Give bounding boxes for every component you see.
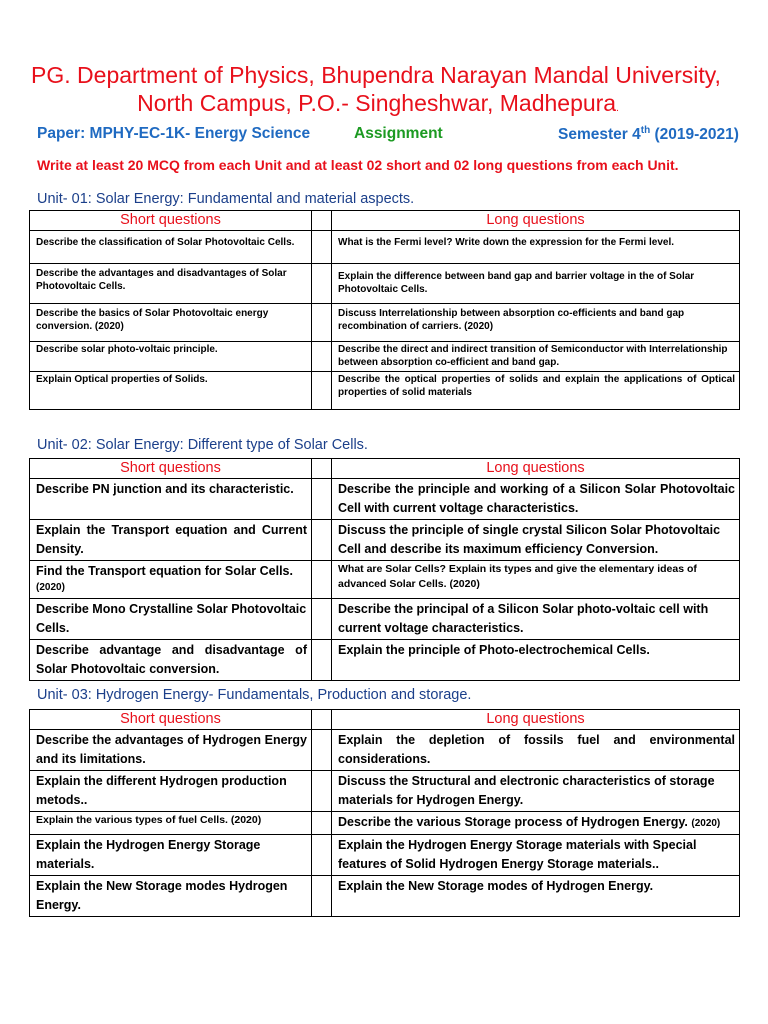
long-question: Describe the various Storage process of Hydrogen Energy. [338, 815, 688, 829]
column-gap [312, 342, 332, 372]
long-question: Describe the principle and working of a Silicon Solar Photovoltaic Cell with current voltage characteristics. [332, 479, 740, 520]
long-question-cell [332, 812, 740, 835]
short-question: Describe the advantages and disadvantages of Solar Photovoltaic Cells. [30, 264, 312, 304]
table-row [30, 304, 740, 342]
semester-label [558, 125, 739, 144]
short-question: Describe PN junction and its characteristic. [30, 479, 312, 520]
column-gap [312, 372, 332, 410]
long-question: Explain the Hydrogen Energy Storage materials with Special features of Solid Hydrogen Energy Storage materials.. [332, 835, 740, 876]
column-gap [312, 264, 332, 304]
table-row [30, 812, 740, 835]
short-question: Explain the Hydrogen Energy Storage materials. [30, 835, 312, 876]
unit-heading: Unit- 02: Solar Energy: Different type of Solar Cells. [37, 437, 368, 453]
short-question: Describe the advantages of Hydrogen Energy and its limitations. [30, 730, 312, 771]
table-row [30, 640, 740, 681]
column-gap [312, 599, 332, 640]
column-gap [312, 835, 332, 876]
column-gap [312, 730, 332, 771]
question-table-unit-1 [29, 210, 740, 410]
long-question: Discuss the principle of single crystal Silicon Solar Photovoltaic Cell and describe its maximum efficiency Conversion. [332, 520, 740, 561]
short-question: Describe the classification of Solar Photovoltaic Cells. [30, 231, 312, 264]
table-header-row [30, 211, 740, 231]
paper-meta-row [0, 125, 768, 145]
column-gap [312, 479, 332, 520]
table-row [30, 264, 740, 304]
department-title: PG. Department of Physics, Bhupendra Narayan Mandal University, [31, 62, 721, 88]
long-question: What are Solar Cells? Explain its types and give the elementary ideas of advanced Solar Cells. (2020) [332, 561, 740, 599]
long-question: Explain the principle of Photo-electrochemical Cells. [332, 640, 740, 681]
semester-years: (2019-2021) [650, 126, 739, 144]
column-gap [312, 561, 332, 599]
long-question: Explain the New Storage modes of Hydrogen Energy. [332, 876, 740, 917]
question-table-unit-3 [29, 709, 740, 917]
short-question: Describe advantage and disadvantage of Solar Photovoltaic conversion. [30, 640, 312, 681]
short-question: Explain the different Hydrogen production metods.. [30, 771, 312, 812]
short-question-year: (2020) [36, 582, 65, 593]
column-gap [312, 640, 332, 681]
table-row [30, 835, 740, 876]
long-question: Describe the direct and indirect transition of Semiconductor with Interrelationship between absorption co-efficient and band gap. [332, 342, 740, 372]
column-gap [312, 771, 332, 812]
campus-address [0, 90, 762, 122]
long-question-year: (2020) [691, 818, 721, 829]
long-questions-header: Long questions [332, 459, 740, 479]
short-questions-header: Short questions [30, 459, 312, 479]
table-row [30, 561, 740, 599]
short-questions-header: Short questions [30, 710, 312, 730]
column-gap [312, 459, 332, 479]
table-row [30, 771, 740, 812]
short-question: Describe solar photo-voltaic principle. [30, 342, 312, 372]
column-gap [312, 520, 332, 561]
long-question: Discuss the Structural and electronic characteristics of storage materials for Hydrogen Energy. [332, 771, 740, 812]
semester-prefix: Semester 4 [558, 126, 641, 144]
short-question: Explain the various types of fuel Cells. (2020) [30, 812, 312, 835]
column-gap [312, 231, 332, 264]
table-row [30, 342, 740, 372]
semester-sup: th [640, 125, 651, 136]
long-question: Describe the principal of a Silicon Solar photo-voltaic cell with current voltage characteristics. [332, 599, 740, 640]
short-question: Explain the New Storage modes Hydrogen Energy. [30, 876, 312, 917]
short-question: Explain Optical properties of Solids. [30, 372, 312, 410]
column-gap [312, 876, 332, 917]
short-question: Find the Transport equation for Solar Cells. [36, 564, 293, 578]
column-gap [312, 304, 332, 342]
column-gap [312, 710, 332, 730]
short-question: Explain the Transport equation and Current Density. [30, 520, 312, 561]
table-row [30, 231, 740, 264]
long-questions-header: Long questions [332, 710, 740, 730]
table-row [30, 730, 740, 771]
campus-address-dot: . [616, 103, 619, 114]
table-header-row [30, 459, 740, 479]
table-header-row [30, 710, 740, 730]
question-table-unit-2 [29, 458, 740, 681]
long-questions-header: Long questions [332, 211, 740, 231]
instruction-text: Write at least 20 MCQ from each Unit and at least 02 short and 02 long questions from each Unit. [37, 157, 679, 173]
paper-code: Paper: MPHY-EC-1K- Energy Science [37, 125, 311, 142]
table-row [30, 520, 740, 561]
short-questions-header: Short questions [30, 211, 312, 231]
unit-heading: Unit- 03: Hydrogen Energy- Fundamentals, Production and storage. [37, 687, 472, 703]
column-gap [312, 211, 332, 231]
unit-heading: Unit- 01: Solar Energy: Fundamental and material aspects. [37, 191, 415, 207]
long-question: Discuss Interrelationship between absorption co-efficients and band gap recombination of carriers. (2020) [332, 304, 740, 342]
campus-address-text: North Campus, P.O.- Singheshwar, Madhepura [137, 90, 617, 116]
table-row [30, 372, 740, 410]
short-question: Describe Mono Crystalline Solar Photovoltaic Cells. [30, 599, 312, 640]
long-question: Explain the difference between band gap and barrier voltage in the of Solar Photovoltaic Cells. [332, 264, 740, 304]
short-question-cell [30, 561, 312, 599]
assignment-label: Assignment [354, 125, 443, 142]
table-row [30, 876, 740, 917]
table-row [30, 479, 740, 520]
long-question: What is the Fermi level? Write down the expression for the Fermi level. [332, 231, 740, 264]
table-row [30, 599, 740, 640]
long-question: Describe the optical properties of solids and explain the applications of Optical properties of solid materials [332, 372, 740, 410]
column-gap [312, 812, 332, 835]
short-question: Describe the basics of Solar Photovoltaic energy conversion. (2020) [30, 304, 312, 342]
long-question: Explain the depletion of fossils fuel and environmental considerations. [332, 730, 740, 771]
